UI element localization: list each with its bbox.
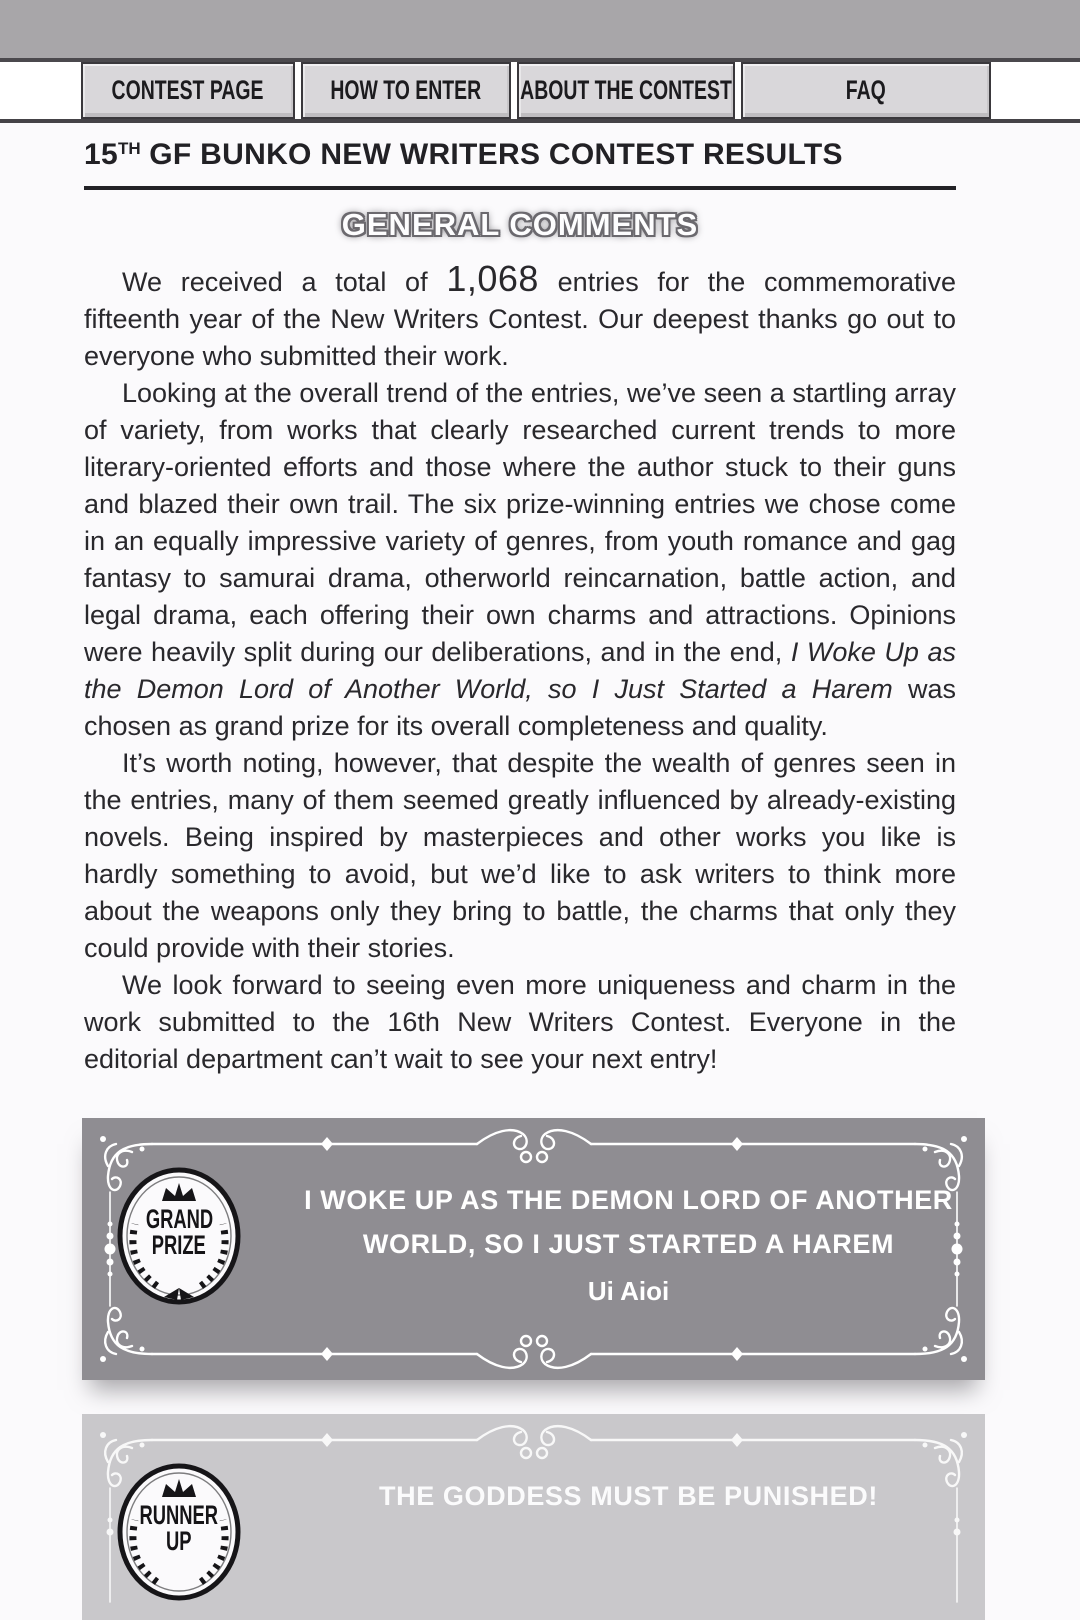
section-heading: GENERAL COMMENTS — [341, 207, 699, 242]
page-title-ordinal: TH — [117, 139, 141, 158]
paragraph-trends — [84, 375, 956, 745]
tab-bar — [81, 62, 991, 119]
tab-how-to-enter-label: HOW TO ENTER — [330, 75, 482, 105]
grand-prize-author: Ui Aioi — [587, 1276, 670, 1306]
paragraph-trends-after: was chosen as grand prize for its overall completeness and quality. — [84, 674, 956, 741]
runner-up-title: THE GODDESS MUST BE PUNISHED! — [379, 1481, 878, 1511]
grand-prize-card — [82, 1118, 985, 1380]
general-comments-article — [84, 258, 956, 1078]
entry-count: 1,068 — [446, 258, 539, 299]
tab-contest-page-label: CONTEST PAGE — [112, 75, 264, 105]
paragraph-entry-total — [84, 258, 956, 375]
grand-prize-medal-line-1: GRAND — [145, 1204, 213, 1234]
grand-prize-work-title-inline: I Woke Up as the Demon Lord of Another World, so I Just Started a Harem — [84, 637, 956, 704]
runner-up-medal-line-1: RUNNER — [139, 1500, 219, 1530]
header-band — [0, 0, 1080, 62]
tab-contest-page[interactable] — [81, 62, 295, 119]
paragraph-advice: It’s worth noting, however, that despite the wealth of genres seen in the entries, many of them seemed greatly influenced by already-existing novels. Being inspired by masterpieces and other works you like is hardly something to avoid, but we’d like to ask writers to think more about the weapons only they bring to battle, the charms that only they could provide with their stories. — [84, 748, 956, 963]
runner-up-card — [82, 1414, 985, 1620]
title-divider-rule — [84, 186, 956, 190]
tab-faq-label: FAQ — [846, 75, 886, 105]
main-content — [84, 123, 956, 1620]
grand-prize-medal-line-2: PRIZE — [151, 1230, 207, 1260]
page-title — [84, 123, 956, 172]
page-title-number: 15 — [84, 138, 118, 171]
tab-row — [0, 62, 1080, 123]
grand-prize-medal-icon — [116, 1166, 242, 1306]
paragraph-trends-before: Looking at the overall trend of the entries, we’ve seen a startling array of variety, from works that clearly researched current trends to more literary-oriented efforts and those where the author stuck to their guns and blazed their own trail. The six prize-winning entries we chose come in an equally impressive variety of genres, from youth romance and gag fantasy to samurai drama, otherworld reincarnation, battle action, and legal drama, each offering their own charms and attractions. Opinions were heavily split during our deliberations, and in the end, — [84, 378, 956, 667]
runner-up-medal-icon — [116, 1462, 242, 1602]
runner-up-medal-label — [116, 1462, 242, 1602]
paragraph-entry-total-before: We received a total of — [122, 267, 447, 297]
tab-faq[interactable] — [741, 62, 991, 119]
tab-about-the-contest[interactable] — [517, 62, 735, 119]
paragraph-entry-total-after: entries for the commemorative fifteenth year of the New Writers Contest. Our deepest thanks go out to everyone who submitted their work. — [84, 267, 956, 371]
paragraph-outlook: We look forward to seeing even more uniqueness and charm in the work submitted to the 16th New Writers Contest. Everyone in the editorial department can’t wait to see your next entry! — [84, 970, 956, 1074]
tab-how-to-enter[interactable] — [301, 62, 511, 119]
tab-about-the-contest-label: ABOUT THE CONTEST — [520, 75, 732, 105]
runner-up-medal-line-2: UP — [166, 1526, 192, 1556]
grand-prize-medal-label — [116, 1166, 242, 1306]
page-title-rest: GF BUNKO NEW WRITERS CONTEST RESULTS — [140, 138, 843, 171]
grand-prize-title: I WOKE UP AS THE DEMON LORD OF ANOTHER WORLD, SO I JUST STARTED A HAREM — [304, 1185, 953, 1259]
